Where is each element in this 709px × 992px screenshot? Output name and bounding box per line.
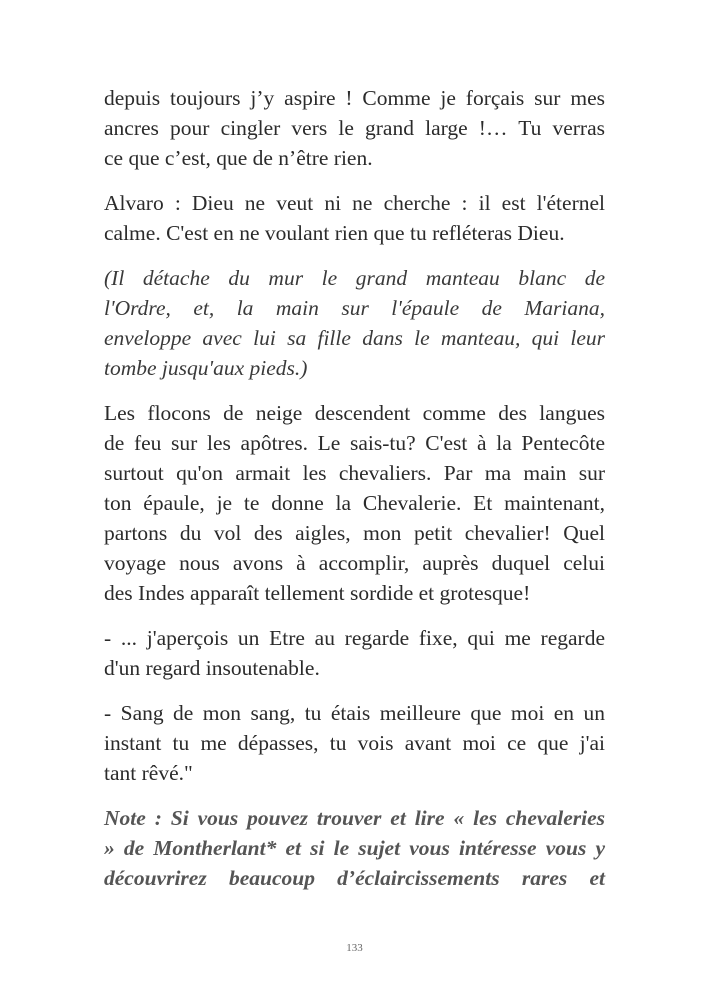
text-line: Note : Si vous pouvez trouver et lire « les chevaleries [104,806,605,830]
text-line: tombe jusqu'aux pieds.) [104,356,308,380]
text-line: Alvaro : Dieu ne veut ni ne cherche : il est l'éternel [104,191,605,215]
text-line: enveloppe avec lui sa fille dans le manteau, qui leur [104,326,605,350]
text-line: » de Montherlant* et si le sujet vous intéresse vous y [104,836,605,860]
text-line: Les flocons de neige descendent comme des langues [104,401,605,425]
text-line: partons du vol des aigles, mon petit chevalier! Quel [104,521,605,545]
page-body [104,83,605,908]
paragraph-6 [104,698,605,788]
stage-direction [104,263,605,383]
paragraph-5 [104,623,605,683]
text-line: ce que c’est, que de n’être rien. [104,146,373,170]
note-paragraph [104,803,605,893]
text-line: l'Ordre, et, la main sur l'épaule de Mariana, [104,296,605,320]
text-line: calme. C'est en ne voulant rien que tu refléteras Dieu. [104,221,565,245]
text-line: surtout qu'on armait les chevaliers. Par ma main sur [104,461,605,485]
paragraph-2 [104,188,605,248]
paragraph-1 [104,83,605,173]
text-line: tant rêvé." [104,761,193,785]
text-line: depuis toujours j’y aspire ! Comme je forçais sur mes [104,86,605,110]
text-line: d'un regard insoutenable. [104,656,320,680]
paragraph-4 [104,398,605,608]
text-line: - Sang de mon sang, tu étais meilleure que moi en un [104,701,605,725]
text-line: ton épaule, je te donne la Chevalerie. Et maintenant, [104,491,605,515]
text-line: de feu sur les apôtres. Le sais-tu? C'est à la Pentecôte [104,431,605,455]
text-line: (Il détache du mur le grand manteau blanc de [104,266,605,290]
text-line: ancres pour cingler vers le grand large !… Tu verras [104,116,605,140]
text-line: - ... j'aperçois un Etre au regarde fixe, qui me regarde [104,626,605,650]
text-line: voyage nous avons à accomplir, auprès duquel celui [104,551,605,575]
text-line: des Indes apparaît tellement sordide et grotesque! [104,581,531,605]
page-number: 133 [346,942,363,954]
text-line: découvrirez beaucoup d’éclaircissements rares et [104,866,605,890]
text-line: instant tu me dépasses, tu vois avant moi ce que j'ai [104,731,605,755]
